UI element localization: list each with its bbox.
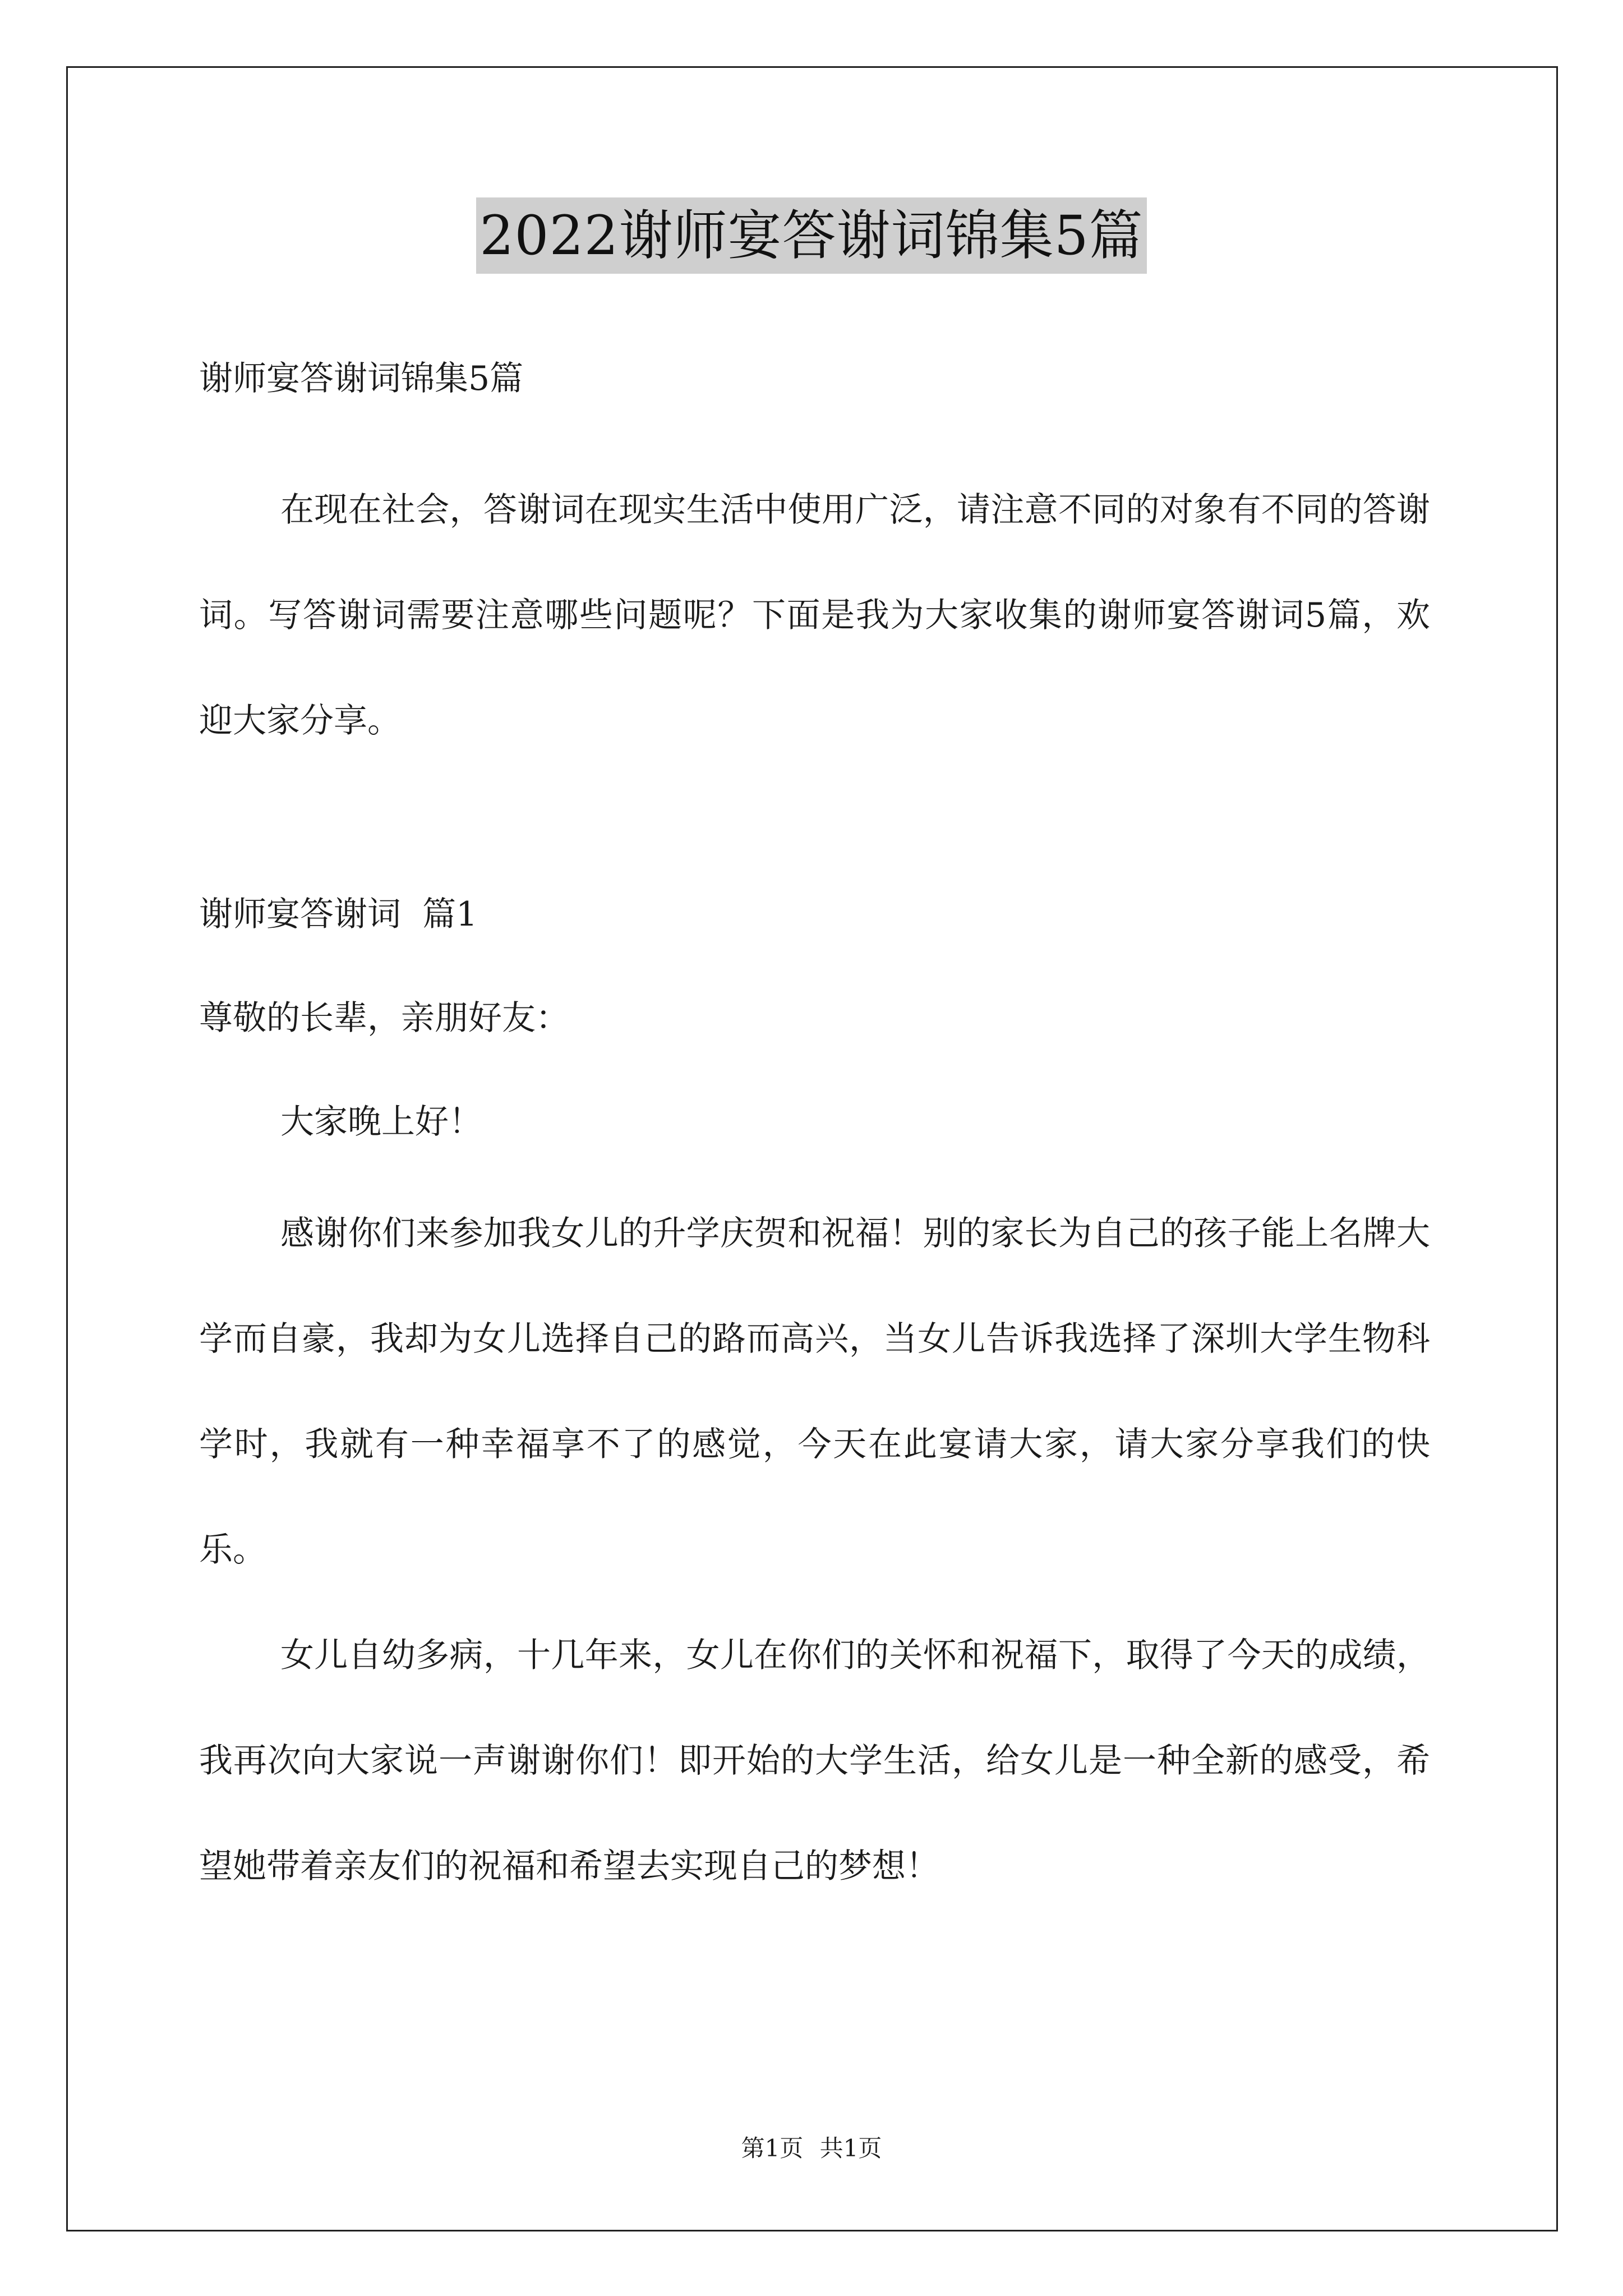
body-paragraph: 感谢你们来参加我女儿的升学庆贺和祝福！别的家长为自己的孩子能上名牌大学而自豪，我却为女儿选择自己的路而高兴，当女儿告诉我选择了深圳大学生物科学时，我就有一种幸福享不了的感觉，今天在此宴请大家，请大家分享我们的快乐。 bbox=[199, 1214, 1430, 1570]
salutation: 尊敬的长辈，亲朋好友： bbox=[199, 999, 569, 1038]
title-container bbox=[0, 197, 1623, 274]
page-total: 共1页 bbox=[819, 2134, 882, 2162]
section-heading: 谢师宴答谢词 篇1 bbox=[199, 895, 478, 934]
page-number: 第1页 bbox=[741, 2134, 804, 2162]
document-title: 2022谢师宴答谢词锦集5篇 bbox=[476, 197, 1146, 274]
page-footer bbox=[0, 2132, 1623, 2165]
intro-paragraph: 在现在社会，答谢词在现实生活中使用广泛，请注意不同的对象有不同的答谢词。写答谢词需要注意哪些问题呢？下面是我为大家收集的谢师宴答谢词5篇，欢迎大家分享。 bbox=[199, 490, 1430, 740]
body-paragraph: 女儿自幼多病，十几年来，女儿在你们的关怀和祝福下，取得了今天的成绩，我再次向大家说一声谢谢你们！即开始的大学生活，给女儿是一种全新的感受，希望她带着亲友们的祝福和希望去实现自己的梦想！ bbox=[199, 1636, 1430, 1886]
document-subtitle: 谢师宴答谢词锦集5篇 bbox=[199, 359, 524, 398]
greeting: 大家晚上好！ bbox=[280, 1102, 482, 1142]
